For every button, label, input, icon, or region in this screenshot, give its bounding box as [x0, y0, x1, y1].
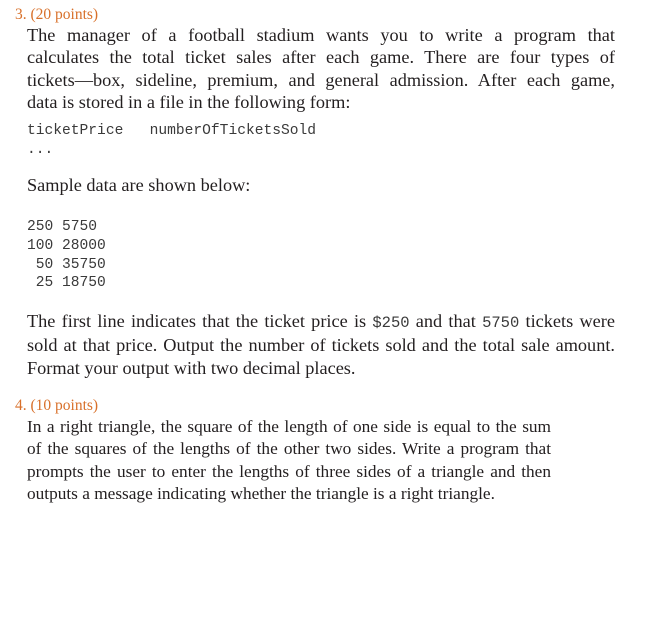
file-format-block: [27, 122, 316, 160]
ticket-count-value: 5750: [482, 314, 520, 332]
explain-text: and that: [409, 311, 483, 331]
q4-heading: 4. (10 points): [15, 397, 99, 414]
q4-line: prompts the user to enter the lengths of three sides of a triangle and then: [27, 461, 551, 481]
format-col-tickets-sold: numberOfTicketsSold: [149, 123, 317, 139]
ticket-price-value: $250: [372, 314, 410, 332]
sample-row: 100 28000: [27, 237, 106, 254]
sample-label-text: Sample data are shown below:: [27, 175, 251, 195]
q3-heading: 3. (20 points): [15, 6, 99, 23]
sample-label: [27, 174, 427, 196]
explain-line-3: Format your output with two decimal places.: [27, 357, 356, 378]
q4-line: of the squares of the lengths of the other two sides. Write a program that: [27, 439, 551, 459]
q3-intro-line: The manager of a football stadium wants you to write a program that: [27, 25, 615, 45]
q4-line: In a right triangle, the square of the length of one side is equal to the sum: [27, 417, 551, 436]
q3-explanation: [27, 310, 615, 379]
sample-row: 50 35750: [27, 256, 106, 273]
format-col-ticket-price: ticketPrice: [27, 123, 124, 139]
explain-line-2: sold at that price. Output the number of tickets sold and the total sale amount.: [27, 335, 615, 356]
sample-row: 250 5750: [27, 219, 98, 235]
sample-data-block: [27, 218, 106, 293]
q3-intro-line: tickets—box, sideline, premium, and general admission. After each game,: [27, 69, 615, 90]
q4-line: outputs a message indicating whether the triangle is a right triangle.: [27, 484, 495, 504]
explain-text: tickets were: [519, 311, 615, 331]
q4-body: [27, 416, 551, 506]
q3-intro: [27, 24, 615, 114]
explain-text: The first line indicates that the ticket price is: [27, 311, 373, 331]
explain-line-1: [27, 310, 615, 334]
q3-intro-line: data is stored in a file in the following form:: [27, 92, 351, 113]
q3-intro-line: calculates the total ticket sales after each game. There are four types of: [27, 47, 615, 68]
sample-row: 25 18750: [27, 275, 106, 292]
format-ellipsis: ...: [27, 141, 54, 158]
